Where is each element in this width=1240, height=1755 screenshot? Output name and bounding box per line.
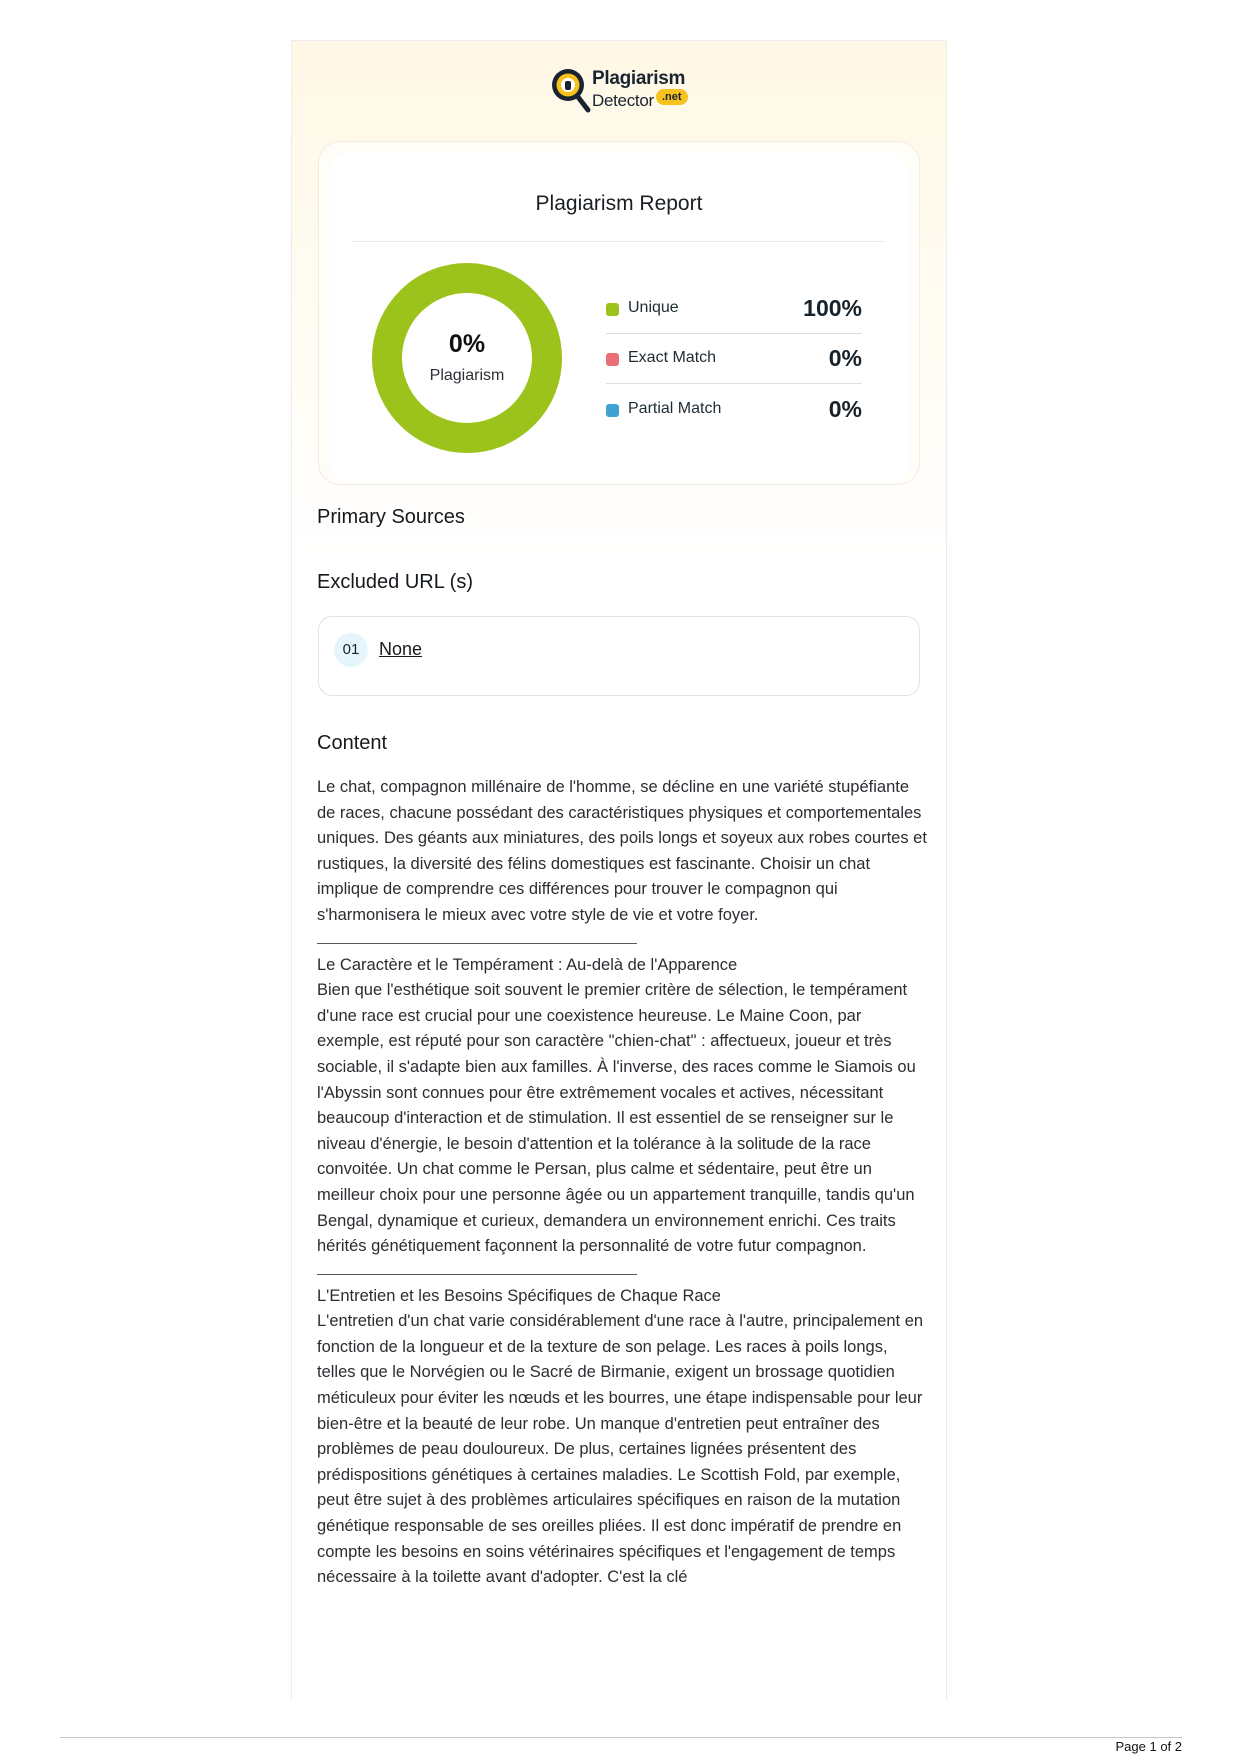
stat-row-unique [606, 284, 862, 334]
content-heading: Content [317, 732, 388, 754]
stat-label: Partial Match [628, 400, 722, 417]
exact-match-legend-swatch [606, 353, 619, 366]
donut-label: Plagiarism [429, 367, 505, 384]
excluded-url-index: 01 [334, 633, 368, 667]
page-number: Page 1 of 2 [1115, 1739, 1182, 1754]
stat-value: 0% [828, 345, 862, 371]
primary-sources-heading: Primary Sources [317, 506, 465, 528]
section-paragraph: L'entretien d'un chat varie considérablement d'une race à l'autre, principalement en fonction de la longueur et de la texture de son pelage. Les races à poils longs, telles que le Norvégien ou le Sacré de Birmanie, exigent un brossage quotidien méticuleux pour éviter les nœuds et les bourres, une étape indispensable pour leur bien-être et la beauté de leur robe. Un manque d'entretien peut entraîner des problèmes de peau douloureux. De plus, certaines lignées présentent des prédispositions génétiques à certaines maladies. Le Scottish Fold, par exemple, peut être sujet à des problèmes articulaires spécifiques en raison de la mutation génétique responsable de ses oreilles pliées. Il est donc impératif de prendre en compte les besoins en soins vétérinaires spécifiques et l'engagement de temps nécessaire à la toilette avant d'adopter. C'est la clé [317, 1312, 924, 1587]
report-title: Plagiarism Report [535, 192, 703, 215]
footer-divider [60, 1737, 1182, 1738]
stat-separator [606, 383, 862, 384]
stat-label: Unique [628, 299, 679, 316]
section-paragraph: Bien que l'esthétique soit souvent le premier critère de sélection, le tempérament d'une race est crucial pour une coexistence heureuse. Le Maine Coon, par exemple, est réputé pour son caractère "chien-chat" : affectueux, joueur et très sociable, il s'adapte bien aux familles. À l'inverse, des races comme le Siamois ou l'Abyssin sont connues pour être extrêmement vocales et actives, nécessitant beaucoup d'interaction et de stimulation. Il est essentiel de se renseigner sur le niveau d'énergie, le besoin d'attention et la tolérance à la solitude de la race convoitée. Un chat comme le Persan, plus calme et sédentaire, peut être un meilleur choix pour une personne âgée ou un appartement tranquille, tandis qu'un Bengal, dynamique et curieux, demandera un environnement enrichi. Ces traits hérités génétiquement façonnent la personnalité de votre futur compagnon. [317, 981, 916, 1256]
stat-value: 0% [828, 396, 862, 422]
stat-row-exact-match [606, 334, 862, 384]
section-heading: Le Caractère et le Tempérament : Au-delà de l'Apparence [317, 955, 738, 974]
content-separator [317, 1274, 637, 1275]
content-separator [317, 943, 637, 944]
excluded-urls-heading: Excluded URL (s) [317, 571, 473, 593]
report-divider [352, 241, 886, 242]
stat-label: Exact Match [628, 349, 717, 366]
partial-match-legend-swatch [606, 404, 619, 417]
unique-legend-swatch [606, 303, 619, 316]
magnifier-logo-icon [548, 64, 592, 116]
brand-logo [548, 64, 693, 116]
donut-percent: 0% [448, 330, 486, 358]
excluded-url-link[interactable]: None [379, 639, 423, 659]
brand-tld-badge: .net [656, 89, 688, 105]
stat-value: 100% [803, 295, 862, 321]
stat-row-partial-match [606, 385, 862, 435]
content-intro-paragraph: Le chat, compagnon millénaire de l'homme, se décline en une variété stupéfiante de races, chacune possédant des caractéristiques physiques et comportementales uniques. Des géants aux miniatures, des poils longs et soyeux aux robes courtes et rustiques, la diversité des félins domestiques est fascinante. Choisir un chat implique de comprendre ces différences pour trouver le compagnon qui s'harmonisera le mieux avec votre style de vie et votre foyer. [317, 778, 927, 924]
content-body [317, 775, 927, 1591]
brand-name-line1: Plagiarism [592, 68, 686, 89]
brand-name-line2: Detector [592, 91, 654, 110]
section-heading: L'Entretien et les Besoins Spécifiques de Chaque Race [317, 1286, 721, 1305]
